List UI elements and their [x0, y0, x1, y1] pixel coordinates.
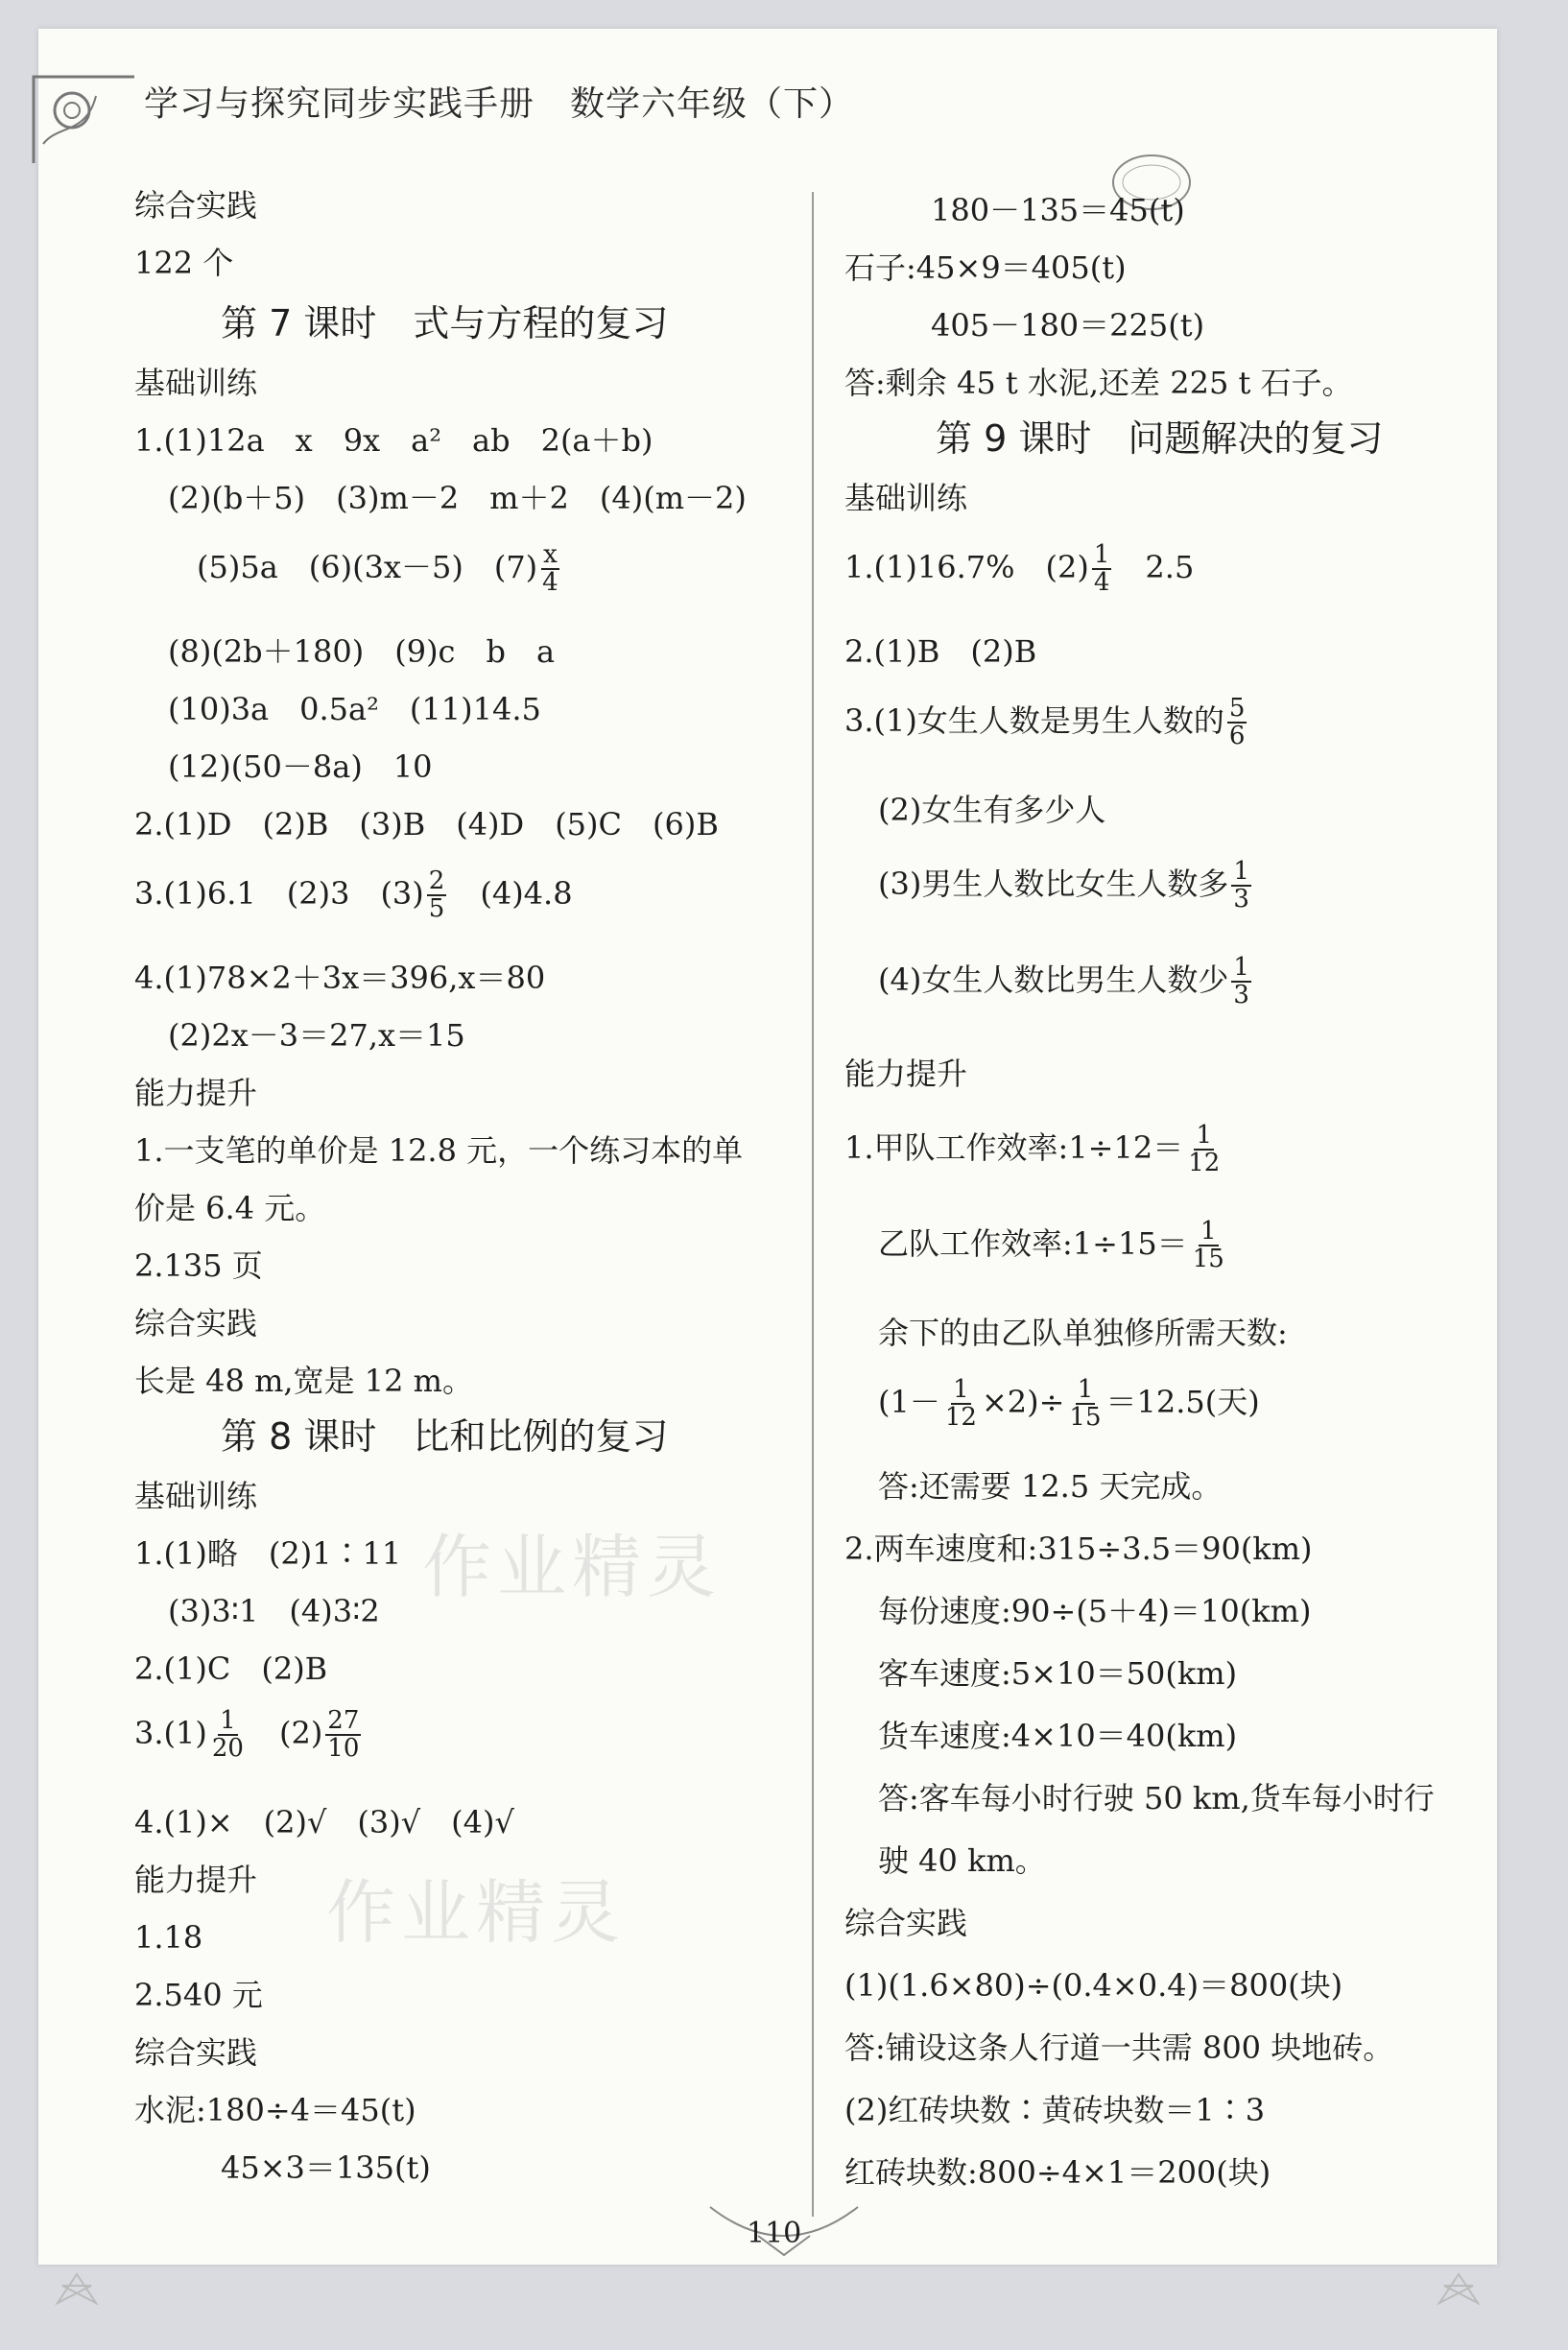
lesson-title: 第 9 课时 问题解决的复习	[936, 417, 1384, 460]
answer-line: 每份速度:90÷(5＋4)＝10(km)	[878, 1593, 1312, 1629]
answer-line: (2)红砖块数∶黄砖块数＝1∶3	[844, 2092, 1266, 2128]
answer-line: 45×3＝135(t)	[221, 2149, 431, 2186]
answer-line: 2.(1)C (2)B	[134, 1650, 328, 1687]
section-heading: 基础训练	[134, 365, 258, 401]
answer-line: (12)(50－8a) 10	[168, 748, 433, 785]
answer-line: (3)3∶1 (4)3∶2	[168, 1593, 380, 1629]
section-heading: 能力提升	[134, 1075, 258, 1111]
footer-ornament-icon	[0, 2159, 1568, 2350]
lesson-title: 第 7 课时 式与方程的复习	[221, 302, 669, 344]
answer-line: 1.(1)略 (2)1∶11	[134, 1535, 402, 1572]
fraction: $\frac{27}{10}$	[327, 1706, 360, 1764]
answer-line: 货车速度:4×10＝40(km)	[878, 1718, 1238, 1754]
answer-line: 2.(1)D (2)B (3)B (4)D (5)C (6)B	[134, 806, 719, 843]
answer-line: 答:客车每小时行驶 50 km,货车每小时行	[878, 1780, 1435, 1816]
answer-line: (3)男生人数比女生人数多 $\frac{1}{3}$	[878, 857, 1249, 914]
fraction: $\frac{1}{20}$	[211, 1706, 244, 1764]
answer-line: (1)(1.6×80)÷(0.4×0.4)＝800(块)	[844, 1967, 1343, 2004]
answer-line: (2)(b＋5) (3)m－2 m＋2 (4)(m－2)	[168, 480, 747, 516]
watermark: 作业精灵	[422, 1527, 723, 1607]
answer-line: 405－180＝225(t)	[931, 307, 1205, 344]
answer-line: 客车速度:5×10＝50(km)	[878, 1655, 1238, 1692]
answer-line: 乙队工作效率:1÷15＝ $\frac{1}{15}$	[878, 1217, 1224, 1274]
section-heading: 综合实践	[134, 2034, 258, 2071]
answer-line: 答:铺设这条人行道一共需 800 块地砖。	[844, 2030, 1394, 2066]
fraction: $\frac{2}{5}$	[428, 866, 445, 924]
answer-line: 石子:45×9＝405(t)	[844, 249, 1127, 286]
answer-line: 4.(1)× (2)√ (3)√ (4)√	[134, 1804, 514, 1840]
answer-line: (2)2x－3＝27,x＝15	[168, 1017, 465, 1054]
answer-line: 答:还需要 12.5 天完成。	[878, 1468, 1223, 1505]
page-number: 110	[747, 2217, 802, 2250]
answer-line: (1－ $\frac{1}{12}$ ×2)÷ $\frac{1}{15}$ ＝12.5(天)	[878, 1375, 1260, 1433]
answer-line: 红砖块数:800÷4×1＝200(块)	[844, 2154, 1271, 2191]
fraction: $\frac{1}{12}$	[1188, 1121, 1221, 1178]
answer-line: 余下的由乙队单独修所需天数:	[878, 1315, 1288, 1351]
fraction: $\frac{1}{15}$	[1192, 1217, 1224, 1274]
answer-line: 122 个	[134, 245, 234, 281]
answer-line: 1.甲队工作效率:1÷12＝ $\frac{1}{12}$	[844, 1121, 1221, 1178]
answer-line: 2.(1)B (2)B	[844, 633, 1037, 670]
column-divider	[812, 192, 814, 2217]
page-header: 学习与探究同步实践手册 数学六年级（下）	[144, 84, 855, 124]
fraction: $\frac{1}{4}$	[1093, 540, 1110, 598]
answer-line: (5)5a (6)(3x－5) (7) $\frac{x}{4}$	[197, 540, 558, 598]
answer-line: 2.135 页	[134, 1247, 263, 1284]
section-heading: 综合实践	[134, 1305, 258, 1341]
section-heading: 综合实践	[134, 187, 258, 224]
answer-line: 价是 6.4 元。	[134, 1190, 326, 1226]
answer-line: 驶 40 km。	[878, 1842, 1046, 1879]
section-heading: 基础训练	[844, 480, 968, 516]
answer-line: 2.两车速度和:315÷3.5＝90(km)	[844, 1531, 1313, 1567]
section-heading: 能力提升	[134, 1862, 258, 1898]
answer-line: 水泥:180÷4＝45(t)	[134, 2092, 416, 2128]
watermark: 作业精灵	[326, 1872, 627, 1953]
answer-line: 3.(1) $\frac{1}{20}$ (2) $\frac{27}{10}$	[134, 1706, 360, 1764]
answer-line: (8)(2b＋180) (9)c b a	[168, 633, 556, 670]
answer-line: 1.一支笔的单价是 12.8 元，一个练习本的单	[134, 1132, 744, 1169]
answer-line: 1.(1)16.7% (2) $\frac{1}{4}$ 2.5	[844, 540, 1195, 598]
answer-line: 3.(1)女生人数是男生人数的 $\frac{5}{6}$	[844, 694, 1246, 751]
corner-ornament-icon	[29, 67, 144, 173]
answer-line: 3.(1)6.1 (2)3 (3) $\frac{2}{5}$ (4)4.8	[134, 866, 573, 924]
fraction: $\frac{1}{12}$	[944, 1375, 977, 1433]
lesson-title: 第 8 课时 比和比例的复习	[221, 1415, 669, 1458]
fraction: $\frac{1}{3}$	[1233, 953, 1249, 1010]
answer-line: (10)3a 0.5a² (11)14.5	[168, 691, 541, 727]
fraction: $\frac{1}{3}$	[1233, 857, 1249, 914]
answer-line: 1.(1)12a x 9x a² ab 2(a＋b)	[134, 422, 653, 459]
answer-line: 2.540 元	[134, 1977, 263, 2013]
answer-line: (4)女生人数比男生人数少 $\frac{1}{3}$	[878, 953, 1249, 1010]
answer-line: 4.(1)78×2＋3x＝396,x＝80	[134, 960, 546, 996]
section-heading: 基础训练	[134, 1478, 258, 1514]
answer-line: 答:剩余 45 t 水泥,还差 225 t 石子。	[844, 365, 1353, 401]
answer-line: 180－135＝45(t)	[931, 192, 1185, 228]
section-heading: 能力提升	[844, 1056, 968, 1092]
fraction: $\frac{5}{6}$	[1228, 694, 1246, 751]
answer-line: (2)女生有多少人	[878, 792, 1106, 828]
section-heading: 综合实践	[844, 1905, 968, 1941]
fraction: $\frac{x}{4}$	[542, 540, 558, 598]
answer-line: 1.18	[134, 1919, 203, 1956]
fraction: $\frac{1}{15}$	[1069, 1375, 1102, 1433]
answer-line: 长是 48 m,宽是 12 m。	[134, 1363, 473, 1399]
